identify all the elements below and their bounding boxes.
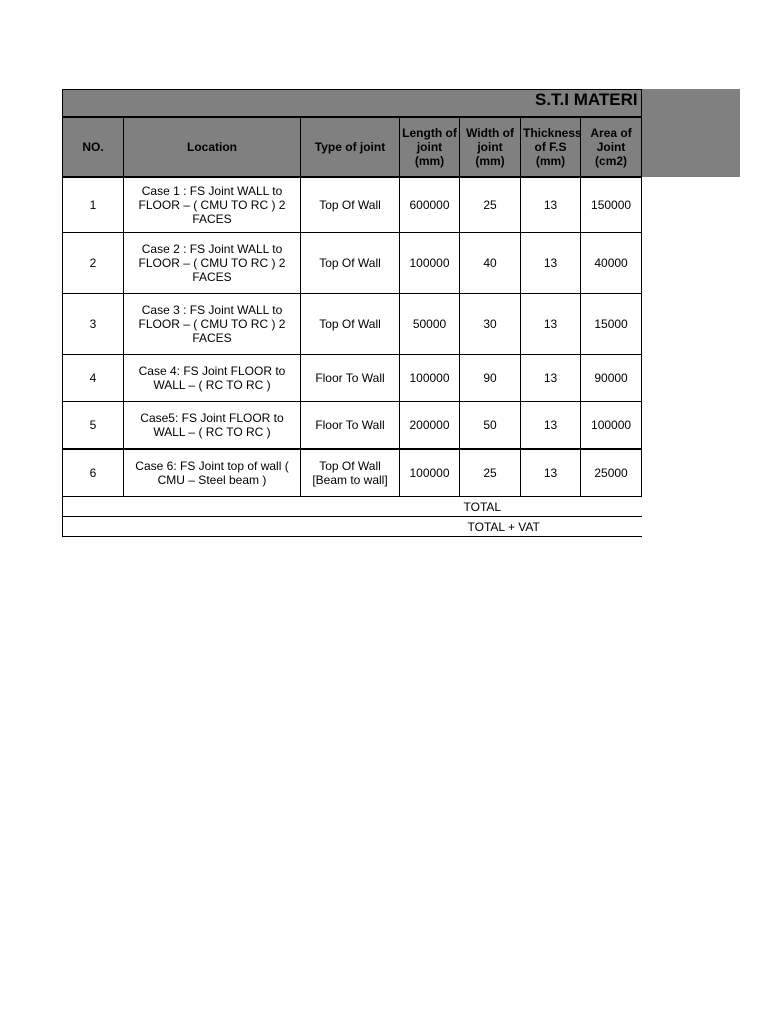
- cell-no: 2: [63, 233, 124, 294]
- header-width: Width of joint (mm): [460, 117, 521, 177]
- materials-table: [62, 89, 642, 537]
- table-row: [63, 449, 642, 497]
- header-location: Location: [124, 117, 301, 177]
- table-row: [63, 294, 642, 355]
- cell-area: 150000: [581, 177, 642, 233]
- cell-location: Case 2 : FS Joint WALL to FLOOR – ( CMU TO RC ) 2 FACES: [124, 233, 301, 294]
- cell-location: Case 4: FS Joint FLOOR to WALL – ( RC TO RC ): [124, 355, 301, 402]
- cell-area: 40000: [581, 233, 642, 294]
- cell-no: 3: [63, 294, 124, 355]
- cell-type: Top Of Wall: [301, 233, 400, 294]
- cell-length: 600000: [400, 177, 460, 233]
- header-type: Type of joint: [301, 117, 400, 177]
- cell-width: 40: [460, 233, 521, 294]
- table-row: [63, 177, 642, 233]
- cell-thickness: 13: [521, 294, 581, 355]
- total-vat-label-cell: [460, 517, 642, 537]
- header-no: NO.: [63, 117, 124, 177]
- total-vat-row: [63, 517, 642, 537]
- header-length: Length of joint (mm): [400, 117, 460, 177]
- cell-length: 50000: [400, 294, 460, 355]
- cell-width: 25: [460, 449, 521, 497]
- table-row: [63, 233, 642, 294]
- cell-width: 90: [460, 355, 521, 402]
- cell-location: Case 3 : FS Joint WALL to FLOOR – ( CMU TO RC ) 2 FACES: [124, 294, 301, 355]
- cell-length: 100000: [400, 233, 460, 294]
- cell-type: Floor To Wall: [301, 355, 400, 402]
- cell-area: 100000: [581, 402, 642, 450]
- cell-width: 30: [460, 294, 521, 355]
- cell-no: 6: [63, 449, 124, 497]
- cell-width: 50: [460, 402, 521, 450]
- total-row: [63, 497, 642, 517]
- header-row: [63, 117, 642, 177]
- cell-thickness: 13: [521, 355, 581, 402]
- cell-location: Case 1 : FS Joint WALL to FLOOR – ( CMU TO RC ) 2 FACES: [124, 177, 301, 233]
- cell-thickness: 13: [521, 233, 581, 294]
- table-row: [63, 355, 642, 402]
- header-extension: [640, 117, 740, 177]
- cell-thickness: 13: [521, 449, 581, 497]
- header-thickness: Thickness of F.S (mm): [521, 117, 581, 177]
- total-label: TOTAL: [463, 499, 502, 514]
- sheet-title: S.T.I MATERI: [535, 93, 638, 107]
- title-cell: [63, 90, 642, 118]
- total-vat-label: TOTAL + VAT: [467, 519, 540, 534]
- total-label-cell: [460, 497, 642, 517]
- cell-length: 200000: [400, 402, 460, 450]
- table-row: [63, 402, 642, 450]
- cell-thickness: 13: [521, 177, 581, 233]
- cell-location: Case5: FS Joint FLOOR to WALL – ( RC TO RC ): [124, 402, 301, 450]
- cell-no: 1: [63, 177, 124, 233]
- cell-area: 25000: [581, 449, 642, 497]
- cell-width: 25: [460, 177, 521, 233]
- cell-length: 100000: [400, 449, 460, 497]
- cell-type: Top Of Wall: [301, 177, 400, 233]
- cell-thickness: 13: [521, 402, 581, 450]
- cell-no: 4: [63, 355, 124, 402]
- cell-area: 90000: [581, 355, 642, 402]
- total-vat-spacer: [63, 517, 460, 537]
- cell-type: Top Of Wall: [301, 294, 400, 355]
- cell-length: 100000: [400, 355, 460, 402]
- total-spacer: [63, 497, 460, 517]
- cell-no: 5: [63, 402, 124, 450]
- cell-area: 15000: [581, 294, 642, 355]
- title-row: [63, 90, 642, 118]
- header-area: Area of Joint (cm2): [581, 117, 642, 177]
- cell-location: Case 6: FS Joint top of wall ( CMU – Steel beam ): [124, 449, 301, 497]
- cell-type: Top Of Wall [Beam to wall]: [301, 449, 400, 497]
- cell-type: Floor To Wall: [301, 402, 400, 450]
